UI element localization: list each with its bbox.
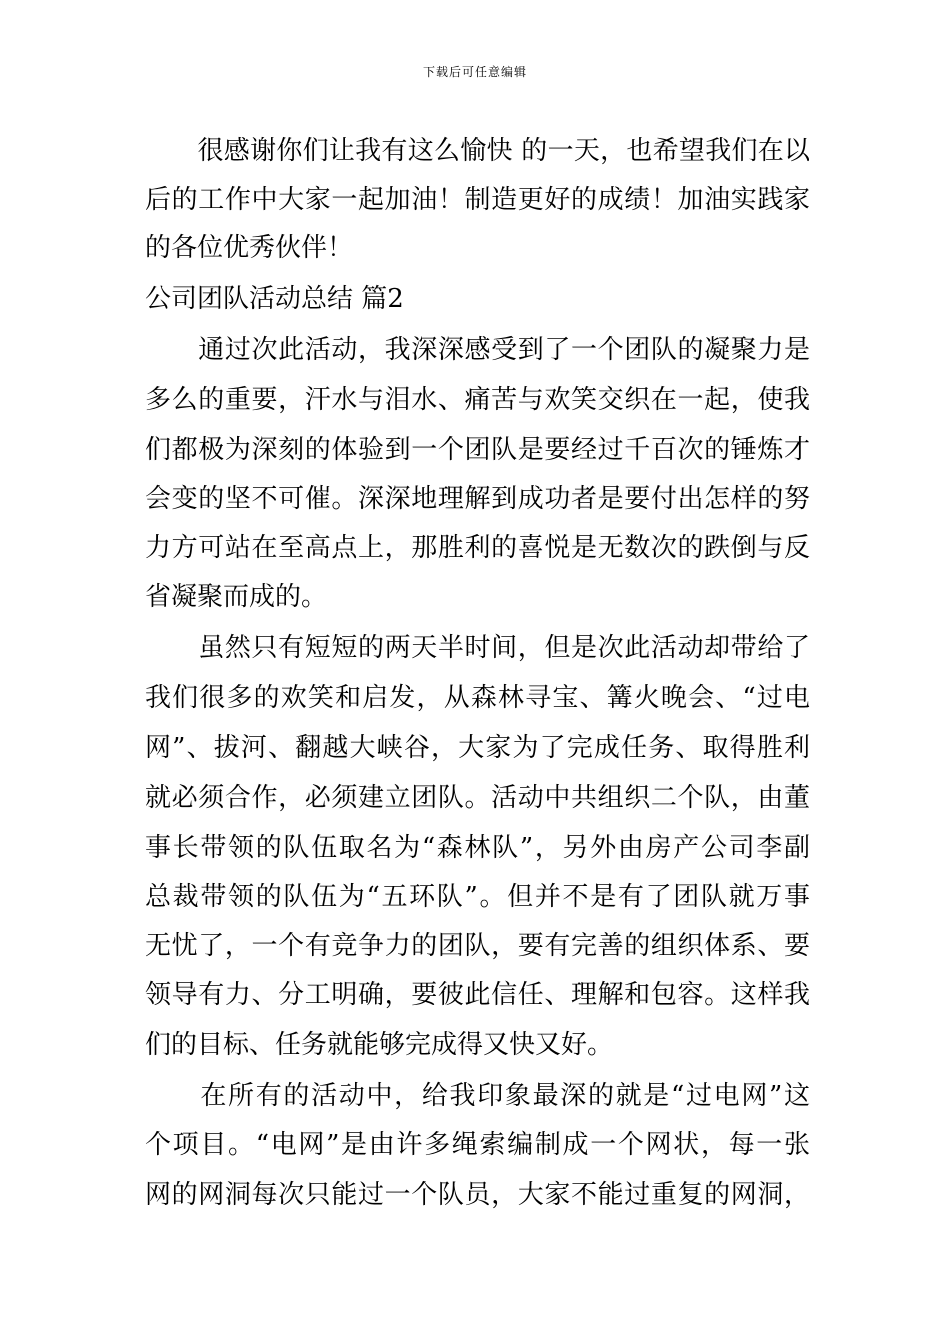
page-header: 下载后可任意编辑: [422, 65, 527, 79]
paragraph-line: 我们很多的欢笑和启发，从森林寻宝、篝火晚会、“过电: [145, 683, 810, 713]
paragraph-line: 个项目。“电网”是由许多绳索编制成一个网状，每一张: [145, 1130, 810, 1160]
paragraph-line: 事长带领的队伍取名为“森林队”，另外由房产公司李副: [145, 833, 810, 863]
paragraph-line: 在所有的活动中，给我印象最深的就是“过电网”这: [145, 1081, 810, 1111]
paragraph-line: 网”、拔河、翻越大峡谷，大家为了完成任务、取得胜利: [145, 733, 810, 763]
section-title: 公司团队活动总结 篇2: [145, 284, 404, 314]
paragraph-line: 很感谢你们让我有这么愉快 的一天，也希望我们在以: [145, 136, 810, 166]
paragraph-line: 多么的重要，汗水与泪水、痛苦与欢笑交织在一起，使我: [145, 385, 810, 415]
paragraph-line: 领导有力、分工明确，要彼此信任、理解和包容。这样我: [145, 980, 810, 1010]
paragraph-line: 后的工作中大家一起加油！制造更好的成绩！加油实践家: [145, 185, 810, 215]
paragraph-line: 会变的坚不可催。深深地理解到成功者是要付出怎样的努: [145, 484, 810, 514]
paragraph-line: 总裁带领的队伍为“五环队”。但并不是有了团队就万事: [145, 882, 810, 912]
paragraph-line: 们的目标、任务就能够完成得又快又好。: [145, 1030, 614, 1060]
paragraph-line: 省凝聚而成的。: [145, 582, 328, 612]
paragraph-line: 虽然只有短短的两天半时间，但是次此活动却带给了: [145, 633, 810, 663]
paragraph-line: 的各位优秀伙伴！: [145, 233, 354, 263]
paragraph-line: 无忧了，一个有竞争力的团队，要有完善的组织体系、要: [145, 931, 810, 961]
paragraph-line: 们都极为深刻的体验到一个团队是要经过千百次的锤炼才: [145, 435, 810, 465]
paragraph-line: 力方可站在至高点上，那胜利的喜悦是无数次的跌倒与反: [145, 533, 810, 563]
paragraph-line: 通过次此活动，我深深感受到了一个团队的凝聚力是: [145, 335, 810, 365]
paragraph-line: 就必须合作，必须建立团队。活动中共组织二个队，由董: [145, 783, 810, 813]
paragraph-line: 网的网洞每次只能过一个队员，大家不能过重复的网洞，: [145, 1180, 810, 1210]
